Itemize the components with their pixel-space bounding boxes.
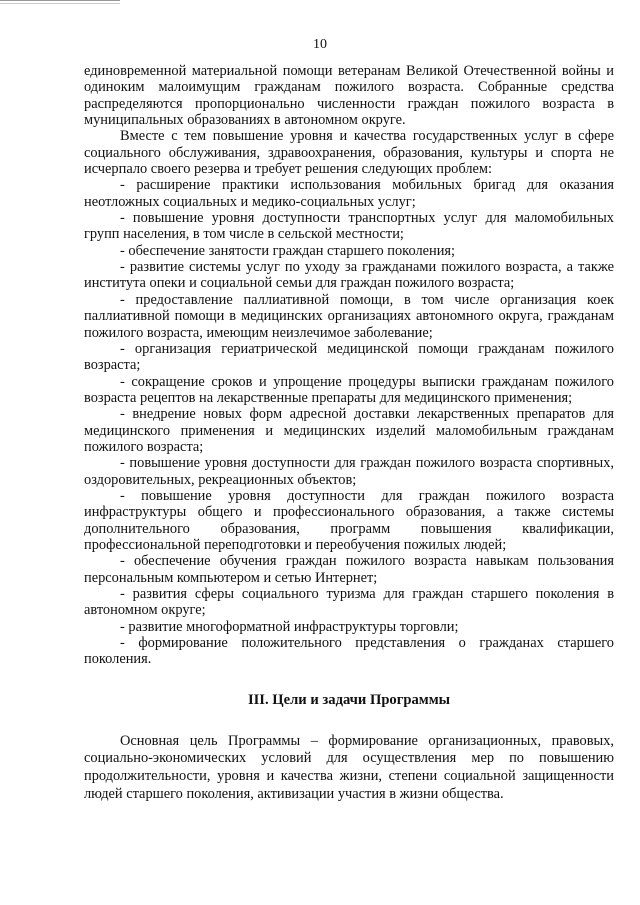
goal-paragraph: Основная цель Программы – формирование организационных, правовых, социально-экономических условий для осуществления мер по повышению продолжительности, уровня и качества жизни, степени социальной защищенности людей старшего поколения, активизации участия в жизни общества.	[84, 732, 614, 802]
list-item: - развитие многоформатной инфраструктуры торговли;	[120, 618, 459, 635]
paragraph: Вместе с тем повышение уровня и качества государственных услуг в сфере социального обслуживания, здравоохранения, образования, культуры и спорта не исчерпало своего резерва и требует решения следующих проблем:	[84, 128, 614, 178]
list-item: - обеспечение обучения граждан пожилого возраста навыкам пользования персональным компьютером и сетью Интернет;	[84, 553, 614, 586]
page-number: 10	[313, 37, 327, 52]
list-item: - предоставление паллиативной помощи, в том числе организация коек паллиативной помощи в медицинских организациях автономного округа, гражданам пожилого возраста, имеющим неизлечимое заболевание;	[84, 291, 614, 341]
list-item: - сокращение сроков и упрощение процедуры выписки гражданам пожилого возраста рецептов на лекарственные препараты для медицинского применения;	[84, 373, 614, 406]
list-item: - развития сферы социального туризма для граждан старшего поколения в автономном округе;	[84, 586, 614, 619]
list-item: - расширение практики использования мобильных бригад для оказания неотложных социальных и медико-социальных услуг;	[84, 177, 614, 210]
list-item: - обеспечение занятости граждан старшего поколения;	[120, 242, 456, 259]
document-body	[84, 63, 614, 803]
scan-edge-mark	[0, 0, 120, 4]
list-item: - формирование положительного представления о гражданах старшего поколения.	[84, 635, 614, 668]
list-item: - внедрение новых форм адресной доставки лекарственных препаратов для медицинского применения и медицинских изделий маломобильным гражданам пожилого возраста;	[84, 406, 614, 455]
list-item: - повышение уровня доступности для граждан пожилого возраста спортивных, оздоровительных, рекреационных объектов;	[84, 455, 614, 488]
list-item: - организация гериатрической медицинской помощи гражданам пожилого возраста;	[84, 340, 614, 374]
section-heading: III. Цели и задачи Программы	[247, 691, 451, 708]
paragraph: единовременной материальной помощи ветеранам Великой Отечественной войны и одиноким малоимущим гражданам пожилого возраста. Собранные средства распределяются пропорционально численности граждан пожилого возраста в муниципальных образованиях в автономном округе.	[84, 63, 614, 129]
list-item: - повышение уровня доступности транспортных услуг для маломобильных групп населения, в том числе в сельской местности;	[84, 210, 614, 243]
list-item: - повышение уровня доступности для граждан пожилого возраста инфраструктуры общего и профессионального образования, а также системы дополнительного образования, программ повышения квалификации, профессиональной переподготовки и переобучения пожилых людей;	[84, 487, 614, 553]
list-item: - развитие системы услуг по уходу за гражданами пожилого возраста, а также института опеки и социальной семьи для граждан пожилого возраста;	[84, 259, 614, 292]
